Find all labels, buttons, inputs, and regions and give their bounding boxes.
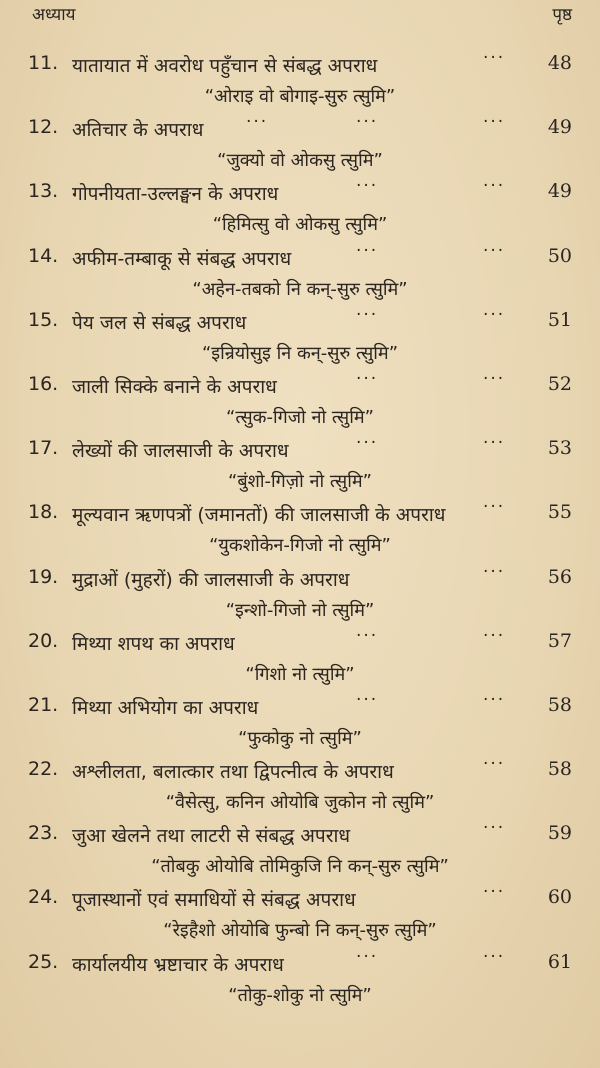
page-number: 56 bbox=[547, 565, 572, 588]
chapter-number: 19. bbox=[28, 565, 59, 588]
toc-entry bbox=[0, 561, 600, 630]
chapter-title: यातायात में अवरोध पहुँचान से संबद्ध अपराध bbox=[72, 55, 378, 77]
chapter-number: 11. bbox=[28, 52, 59, 74]
toc-entry bbox=[0, 689, 600, 758]
japanese-transliteration: “वैसेत्सु, कनिन ओयोबि जुकोन नो त्सुमि” bbox=[165, 792, 435, 814]
japanese-transliteration: “तोबकु ओयोबि तोमिकुजि नि कन्-सुरु त्सुमि” bbox=[151, 856, 449, 878]
toc-entry bbox=[0, 497, 600, 565]
chapter-title: जाली सिक्के बनाने के अपराध bbox=[72, 375, 277, 398]
entry-row bbox=[28, 112, 572, 146]
chapter-number: 24. bbox=[28, 886, 59, 909]
leader-dots: ··· bbox=[356, 240, 379, 261]
japanese-transliteration: “त्सुक-गिजो नो त्सुमि” bbox=[226, 406, 374, 428]
chapter-title: पूजास्थानों एवं समाधियों से संबद्ध अपराध bbox=[72, 889, 356, 912]
leader-dots: ··· bbox=[356, 176, 379, 197]
leader-dots: ··· bbox=[483, 497, 506, 518]
leader-dots: ··· bbox=[356, 368, 379, 389]
leader-dots: ··· bbox=[483, 561, 506, 582]
leader-dots: ··· bbox=[356, 689, 379, 710]
chapter-title: पेय जल से संबद्ध अपराध bbox=[72, 311, 247, 334]
chapter-title: अफीम-तम्बाकू से संबद्ध अपराध bbox=[72, 247, 292, 270]
page-number: 57 bbox=[547, 629, 572, 652]
chapter-title: मूल्यवान ऋणपत्रों (जमानतों) की जालसाजी के अपराध bbox=[72, 504, 446, 527]
chapter-title: अतिचार के अपराध bbox=[72, 119, 204, 142]
page-number: 52 bbox=[547, 372, 572, 395]
japanese-transliteration: “बुंशो-गिज़ो नो त्सुमि” bbox=[228, 471, 372, 493]
leader-dots: ··· bbox=[246, 112, 269, 133]
entry-row bbox=[28, 689, 572, 724]
toc-entries bbox=[0, 48, 600, 1015]
japanese-transliteration: “इन्शो-गिजो नो त्सुमि” bbox=[225, 599, 375, 621]
chapter-title: मुद्राओं (मुहरों) की जालसाजी के अपराध bbox=[72, 568, 350, 591]
leader-dots: ··· bbox=[483, 754, 506, 775]
chapter-number: 21. bbox=[28, 693, 59, 716]
chapter-title: लेख्यों की जालसाजी के अपराध bbox=[72, 440, 289, 463]
entry-row bbox=[28, 754, 572, 788]
page-number: 48 bbox=[547, 52, 572, 74]
entry-row bbox=[28, 240, 572, 275]
leader-dots: ··· bbox=[483, 368, 506, 389]
chapter-number: 23. bbox=[28, 822, 59, 845]
toc-entry bbox=[0, 882, 600, 950]
leader-dots: ··· bbox=[483, 882, 506, 903]
page-number: 61 bbox=[547, 950, 572, 973]
leader-dots: ··· bbox=[483, 625, 506, 646]
entry-row bbox=[28, 304, 572, 339]
toc-entry bbox=[0, 754, 600, 822]
chapter-number: 16. bbox=[28, 372, 59, 395]
japanese-transliteration: “हिमित्सु वो ओकसु त्सुमि” bbox=[212, 214, 388, 236]
leader-dots: ··· bbox=[483, 946, 506, 967]
chapter-column-label: अध्याय bbox=[32, 5, 76, 25]
page-number: 59 bbox=[547, 822, 572, 845]
japanese-transliteration: “तोकु-शोकु नो त्सुमि” bbox=[228, 984, 372, 1006]
leader-dots: ··· bbox=[356, 433, 379, 454]
page-number: 58 bbox=[547, 758, 572, 781]
chapter-number: 25. bbox=[28, 950, 59, 973]
leader-dots: ··· bbox=[356, 946, 379, 967]
chapter-number: 14. bbox=[28, 244, 59, 267]
chapter-title: जुआ खेलने तथा लाटरी से संबद्ध अपराध bbox=[72, 825, 351, 848]
page-number: 51 bbox=[547, 308, 572, 331]
toc-entry bbox=[0, 48, 600, 116]
page-number: 49 bbox=[547, 180, 572, 203]
japanese-transliteration: “अहेन-तबको नि कन्-सुरु त्सुमि” bbox=[192, 278, 408, 300]
chapter-title: गोपनीयता-उल्लङ्घन के अपराध bbox=[72, 183, 279, 206]
leader-dots: ··· bbox=[356, 112, 379, 133]
leader-dots: ··· bbox=[483, 176, 506, 197]
toc-entry bbox=[0, 433, 600, 501]
page-number: 49 bbox=[547, 116, 572, 139]
chapter-number: 20. bbox=[28, 629, 59, 652]
entry-row bbox=[28, 946, 572, 981]
leader-dots: ··· bbox=[483, 48, 506, 68]
page-column-label: पृष्ठ bbox=[552, 5, 572, 25]
chapter-number: 18. bbox=[28, 501, 59, 524]
leader-dots: ··· bbox=[483, 240, 506, 261]
toc-entry bbox=[0, 240, 600, 309]
chapter-title: मिथ्या अभियोग का अपराध bbox=[72, 696, 259, 719]
chapter-number: 22. bbox=[28, 758, 59, 781]
japanese-transliteration: “ओराइ वो बोगाइ-सुरु त्सुमि” bbox=[204, 86, 396, 107]
toc-entry bbox=[0, 625, 600, 694]
entry-row bbox=[28, 882, 572, 916]
page-number: 60 bbox=[547, 886, 572, 909]
entry-row bbox=[28, 433, 572, 467]
leader-dots: ··· bbox=[483, 112, 506, 133]
japanese-transliteration: “इन्रियोसुइ नि कन्-सुरु त्सुमि” bbox=[201, 342, 399, 364]
toc-entry bbox=[0, 176, 600, 244]
leader-dots: ··· bbox=[483, 304, 506, 325]
page-number: 58 bbox=[547, 693, 572, 716]
toc-entry bbox=[0, 368, 600, 437]
entry-row bbox=[28, 561, 572, 596]
leader-dots: ··· bbox=[483, 433, 506, 454]
chapter-number: 12. bbox=[28, 116, 59, 139]
leader-dots: ··· bbox=[483, 818, 506, 839]
japanese-transliteration: “रेइहैशो ओयोबि फुन्बो नि कन्-सुरु त्सुमि” bbox=[163, 920, 437, 942]
japanese-transliteration: “गिशो नो त्सुमि” bbox=[245, 663, 355, 685]
entry-row bbox=[28, 818, 572, 852]
toc-entry bbox=[0, 818, 600, 886]
chapter-number: 17. bbox=[28, 437, 59, 460]
chapter-title: मिथ्या शपथ का अपराध bbox=[72, 632, 235, 655]
entry-row bbox=[28, 497, 572, 531]
toc-entry bbox=[0, 304, 600, 373]
leader-dots: ··· bbox=[356, 304, 379, 325]
entry-row bbox=[28, 48, 572, 82]
chapter-title: अश्लीलता, बलात्कार तथा द्विपत्नीत्व के अपराध bbox=[72, 761, 394, 784]
entry-row bbox=[28, 625, 572, 660]
toc-header bbox=[32, 2, 572, 32]
chapter-number: 15. bbox=[28, 308, 59, 331]
japanese-transliteration: “युकशोकेन-गिजो नो त्सुमि” bbox=[209, 535, 391, 557]
page-number: 53 bbox=[547, 437, 572, 460]
japanese-transliteration: “फुकोकु नो त्सुमि” bbox=[238, 727, 362, 749]
entry-row bbox=[28, 176, 572, 210]
toc-entry bbox=[0, 946, 600, 1015]
page-number: 50 bbox=[547, 244, 572, 267]
leader-dots: ··· bbox=[483, 689, 506, 710]
page-number: 55 bbox=[547, 501, 572, 524]
toc-entry bbox=[0, 112, 600, 180]
entry-row bbox=[28, 368, 572, 403]
chapter-title: कार्यालयीय भ्रष्टाचार के अपराध bbox=[72, 953, 284, 976]
leader-dots: ··· bbox=[356, 625, 379, 646]
japanese-transliteration: “जुक्यो वो ओकसु त्सुमि” bbox=[217, 150, 383, 172]
chapter-number: 13. bbox=[28, 180, 59, 203]
